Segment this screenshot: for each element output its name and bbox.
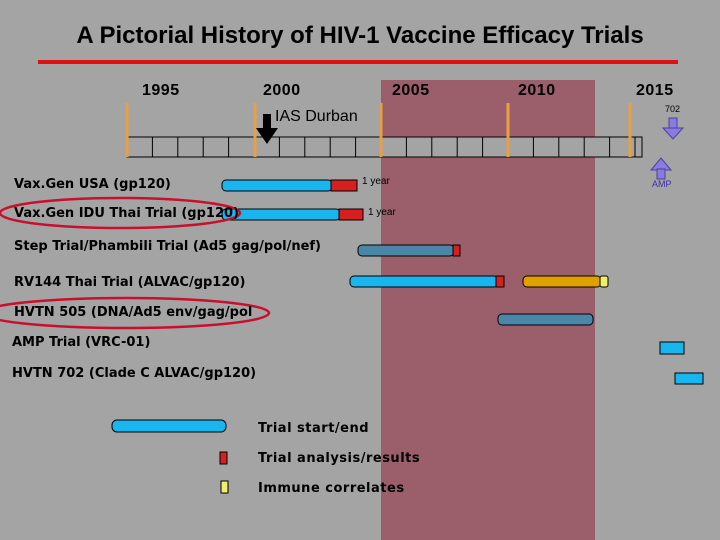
page-title: A Pictorial History of HIV-1 Vaccine Efficacy Trials — [76, 22, 644, 49]
trial-bars — [222, 180, 703, 384]
trial-label-vaxgen-idu: Vax.Gen IDU Thai Trial (gp120) — [14, 206, 239, 221]
legend-markers — [112, 420, 228, 493]
amp-arrow-icon — [651, 158, 671, 179]
year-label-1995: 1995 — [142, 82, 180, 99]
ias-durban-label: IAS Durban — [275, 108, 358, 125]
legend-analysis: Trial analysis/results — [258, 451, 421, 466]
year-label-2010: 2010 — [518, 82, 556, 99]
amp-marker-label: AMP — [652, 179, 672, 189]
trial-label-vaxgen-usa: Vax.Gen USA (gp120) — [14, 177, 171, 192]
year-label-2000: 2000 — [263, 82, 301, 99]
legend-immune: Immune correlates — [258, 481, 405, 496]
trial-label-hvtn702: HVTN 702 (Clade C ALVAC/gp120) — [12, 366, 257, 381]
year-label-2005: 2005 — [392, 82, 430, 99]
trial-702-marker-label: 702 — [665, 104, 681, 114]
trial-label-hvtn505: HVTN 505 (DNA/Ad5 env/gag/pol — [14, 305, 253, 320]
trial-label-step: Step Trial/Phambili Trial (Ad5 gag/pol/nef) — [14, 239, 321, 254]
trial-note-vaxgen-usa: 1 year — [362, 176, 390, 187]
trial-label-rv144: RV144 Thai Trial (ALVAC/gp120) — [14, 275, 246, 290]
timeline-bar — [127, 137, 642, 157]
year-label-2015: 2015 — [636, 82, 674, 99]
trial-note-vaxgen-idu: 1 year — [368, 207, 396, 218]
trial-label-amp: AMP Trial (VRC-01) — [12, 335, 151, 350]
legend-start-end: Trial start/end — [258, 421, 370, 436]
trial-702-arrow-icon — [663, 118, 683, 139]
